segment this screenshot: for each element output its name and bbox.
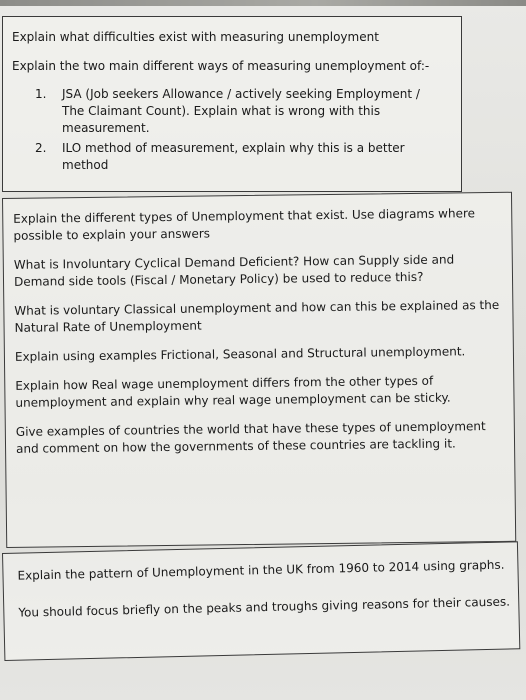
list-item-text: JSA (Job seekers Allowance / actively seeking Employment / The Claimant Count). Explain what is wrong with this measurement. — [62, 87, 420, 135]
list-item-text: ILO method of measurement, explain why this is a better method — [62, 141, 405, 172]
section-measuring-unemployment — [2, 16, 462, 192]
question-real-wage: Explain how Real wage unemployment differs from the other types of unemployment and explain why real wage unemployment can be sticky. — [15, 373, 451, 410]
page-top-edge — [0, 0, 526, 6]
measurement-methods-list — [12, 86, 461, 174]
question-country-examples: Give examples of countries the world that have these types of unemployment and comment on how the governments of these countries are tackling it. — [15, 419, 486, 456]
question-two-methods: Explain the two main different ways of measuring unemployment of:- — [12, 59, 430, 73]
list-item-number: 1. — [35, 87, 47, 101]
section-uk-pattern — [2, 541, 520, 661]
question-measuring-difficulties: Explain what difficulties exist with measuring unemployment — [12, 30, 379, 44]
question-types: Explain the different types of Unemployment that exist. Use diagrams where possible to explain your answers — [13, 206, 476, 243]
question-peaks-troughs: You should focus briefly on the peaks and troughs giving reasons for their causes. — [18, 594, 511, 620]
list-item — [35, 140, 445, 174]
question-uk-pattern: Explain the pattern of Unemployment in the UK from 1960 to 2014 using graphs. — [17, 557, 505, 583]
question-classical: What is voluntary Classical unemployment and how can this be explained as the Natural Rate of Unemployment — [14, 297, 500, 335]
question-cyclical: What is Involuntary Cyclical Demand Deficient? How can Supply side and Demand side tools (Fiscal / Monetary Policy) be used to reduce this? — [13, 252, 455, 289]
section-types-of-unemployment — [2, 192, 516, 548]
list-item-number: 2. — [35, 141, 47, 155]
question-frictional: Explain using examples Frictional, Seasonal and Structural unemployment. — [14, 344, 466, 364]
list-item — [35, 86, 445, 137]
